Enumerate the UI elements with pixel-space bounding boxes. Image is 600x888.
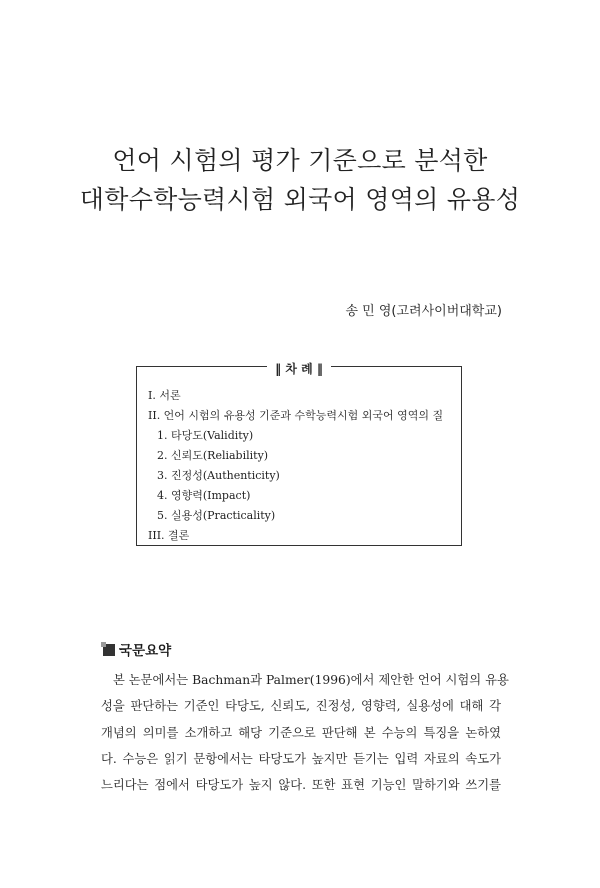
paper-title [0, 141, 600, 219]
toc-item: 1. 타당도(Validity) [157, 429, 254, 442]
toc-item: 2. 신뢰도(Reliability) [157, 449, 269, 462]
toc-item: III. 결론 [148, 529, 190, 542]
abstract-body [101, 667, 509, 798]
abstract-heading-label: 국문요약 [119, 643, 172, 659]
toc-list [148, 386, 455, 546]
author-affiliation: 송 민 영(고려사이버대학교) [345, 304, 502, 319]
abstract-line: 성을 판단하는 기준인 타당도, 신뢰도, 진정성, 영향력, 실용성에 대해 각 [101, 699, 501, 714]
title-line-1: 언어 시험의 평가 기준으로 분석한 [112, 146, 488, 175]
abstract-line: 다. 수능은 읽기 문항에서는 타당도가 높지만 듣기는 입력 자료의 속도가 [101, 751, 501, 766]
toc-item: II. 언어 시험의 유용성 기준과 수학능력시험 외국어 영역의 질 [148, 409, 444, 422]
toc-item: 4. 영향력(Impact) [157, 489, 251, 502]
toc-item: 5. 실용성(Practicality) [157, 509, 276, 522]
abstract-line: 본 논문에서는 Bachman과 Palmer(1996)에서 제안한 언어 시험의 유용 [113, 673, 509, 687]
square-bullet-icon [101, 642, 115, 656]
abstract-heading [101, 639, 171, 659]
abstract-line: 느리다는 점에서 타당도가 높지 않다. 또한 표현 기능인 말하기와 쓰기를 [101, 778, 501, 793]
toc-heading: ‖ 차 례 ‖ [267, 361, 331, 377]
abstract-line: 개념의 의미를 소개하고 해당 기준으로 판단해 본 수능의 특징을 논하였 [101, 725, 501, 740]
toc-item: I. 서론 [148, 389, 181, 402]
table-of-contents [136, 362, 462, 546]
title-line-2: 대학수학능력시험 외국어 영역의 유용성 [79, 185, 521, 214]
toc-item: 3. 진정성(Authenticity) [157, 469, 280, 482]
